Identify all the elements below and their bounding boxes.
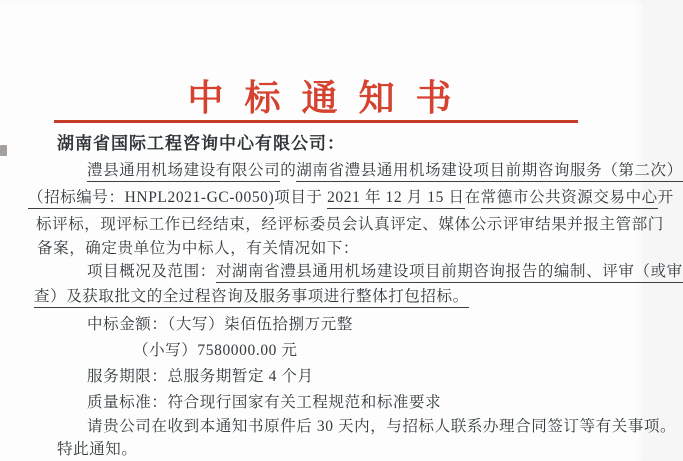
amount-in-figures: （小写）7580000.00 元 (133, 342, 298, 359)
tenderer-name: 澧县通用机场建设有限公司 (87, 162, 280, 182)
scope-text-part1: 对湖南省澧县通用机场建设项目前期咨询报告的编制、评审（或审 (216, 263, 683, 283)
service-period-value: 总服务期暂定 4 个月 (167, 368, 314, 385)
plain-text: 项目于 (274, 189, 328, 206)
title-underline-rule (54, 120, 578, 123)
award-amount-words-line (87, 312, 353, 334)
plain-text: 在 (464, 189, 481, 206)
document-title: 中 标 通 知 书 (187, 78, 458, 118)
quality-standard-label: 质量标准： (87, 394, 168, 411)
bid-opening-venue: 常德市公共资源交易中心 (481, 189, 658, 209)
bid-opening-date: 2021 年 12 月 15 日 (327, 189, 464, 209)
closing-note: 特此通知。 (57, 441, 138, 458)
addressee: 湖南省国际工程咨询中心有限公司： (57, 134, 345, 153)
quality-standard-value: 符合现行国家有关工程规范和标准要求 (167, 394, 442, 411)
service-period-label: 服务期限： (87, 368, 168, 385)
para1-line1 (87, 158, 683, 180)
para1-line3: 标评标，现评标工作已经结束，经评标委员会认真评定、媒体公示评审结果并报主管部门 (36, 216, 664, 233)
service-period-line (87, 364, 314, 386)
scope-text-part2: 查）及获取批文的全过程咨询及服务事项进行整体打包招标。 (34, 288, 469, 308)
amount-label: 中标金额： (87, 316, 168, 333)
plain-text: 开 (657, 189, 674, 206)
scope-line1 (87, 259, 683, 281)
scan-artifact (0, 145, 7, 156)
scope-line2 (34, 284, 469, 306)
para1-line4: 备案，确定贵单位为中标人，有关情况如下： (37, 240, 360, 257)
project-name: 湖南省澧县通用机场建设项目前期咨询服务（第二次） (296, 162, 682, 182)
plain-text: 的 (280, 162, 297, 179)
quality-standard-line (87, 390, 441, 412)
scope-label: 项目概况及范围： (87, 263, 216, 280)
contract-instruction: 请贵公司在收到本通知书原件后 30 天内，与招标人联系办理合同签订等有关事项。 (87, 418, 677, 435)
para1-line2 (28, 185, 674, 207)
amount-in-words: （大写）柒佰伍拾捌万元整 (167, 316, 353, 333)
tender-number: （招标编号：HNPL2021-GC-0050) (28, 189, 274, 209)
